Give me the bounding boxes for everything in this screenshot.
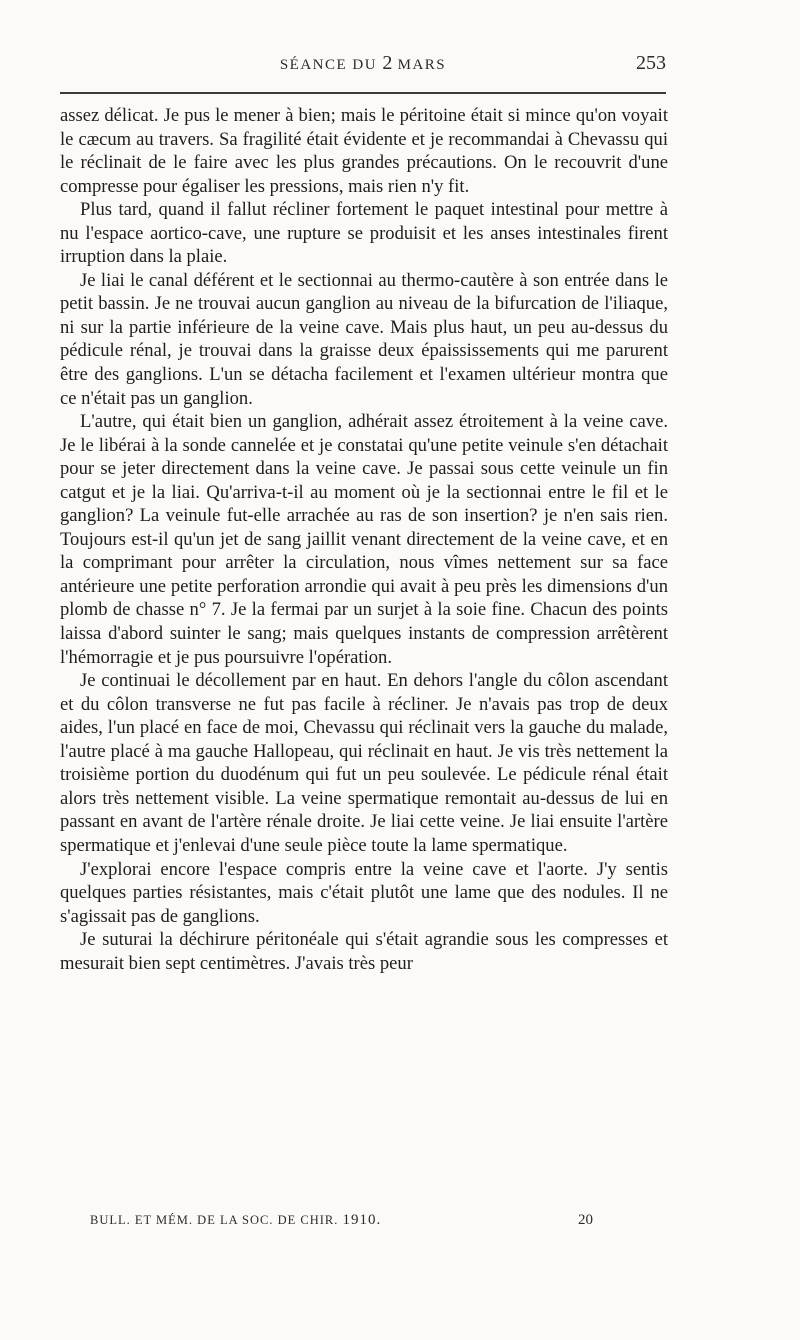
header-rule <box>60 92 666 94</box>
paragraph: Plus tard, quand il fallut récliner fortement le paquet intestinal pour mettre à nu l'espace aortico-cave, une rupture se produisit et les anses intestinales firent irruption dans la plaie. <box>60 199 668 268</box>
paragraph: L'autre, qui était bien un ganglion, adhérait assez étroitement à la veine cave. Je le libérai à la sonde cannelée et je constatai qu'une petite veinule s'en détachait pour se jeter directement dans la veine cave. Je passai sous cette veinule un fin catgut et je la liai. Qu'arriva-t-il au moment où je la sectionnai entre le fil et le ganglion? La veinule fut-elle arrachée au ras de son insertion? je n'en sais rien. Toujours est-il qu'un jet de sang jaillit venant directement de la veine cave, et en la comprimant pour arrêter la circulation, nous vîmes nettement sur sa face antérieure une petite perforation arrondie qui avait à peu près les dimensions d'un plomb de chasse n° 7. Je la fermai par un surjet à la soie fine. Chacun des points laissa d'abord suinter le sang; mais quelques instants de compression arrêtèrent l'hémorragie et je pus poursuivre l'opération. <box>60 411 668 668</box>
paragraph: J'explorai encore l'espace compris entre la veine cave et l'aorte. J'y sentis quelques parties résistantes, mais c'était plutôt une lame que des nodules. Il ne s'agissait pas de ganglions. <box>60 858 668 927</box>
body-text <box>60 104 668 975</box>
signature-mark: 20 <box>578 1212 593 1228</box>
page-footer <box>90 1212 593 1236</box>
paragraph: assez délicat. Je pus le mener à bien; mais le péritoine était si mince qu'on voyait le cæcum au travers. Sa fragilité était évidente et je recommandai à Chevassu qui le réclinait de le faire avec les plus grandes précautions. On le recouvrit d'une compresse pour égaliser les pressions, mais rien n'y fit. <box>60 105 668 197</box>
paragraph: Je continuai le décollement par en haut. En dehors l'angle du côlon ascendant et du côlon transverse ne fut pas facile à récliner. Je n'avais pas trop de deux aides, l'un placé en face de moi, Chevassu qui réclinait vers la gauche du malade, l'autre placé à ma gauche Hallopeau, qui réclinait en haut. Je vis très nettement la troisième portion du duodénum qui fut un peu soulevée. Le pédicule rénal était alors très nettement visible. La veine spermatique remontait au-dessus de lui en passant en avant de l'artère rénale droite. Je liai cette veine. Je liai ensuite l'artère spermatique et j'enlevai d'une seule pièce toute la lame spermatique. <box>60 670 668 856</box>
footer-reference: BULL. ET MÉM. DE LA SOC. DE CHIR. 1910. <box>90 1212 382 1228</box>
running-head <box>60 52 666 80</box>
paragraph: Je liai le canal déférent et le sectionnai au thermo-cautère à son entrée dans le petit bassin. Je ne trouvai aucun ganglion au niveau de la bifurcation de l'iliaque, ni sur la partie inférieure de la veine cave. Mais plus haut, un peu au-dessus du pédicule rénal, je trouvai dans la graisse deux épaississements qui me parurent être des ganglions. L'un se détacha facilement et l'examen ultérieur montra que ce n'était pas un ganglion. <box>60 269 668 409</box>
running-title: SÉANCE DU 2 MARS <box>279 52 447 74</box>
page-number: 253 <box>636 52 666 74</box>
paragraph: Je suturai la déchirure péritonéale qui s'était agrandie sous les compresses et mesurait bien sept centimètres. J'avais très peur <box>60 929 668 974</box>
